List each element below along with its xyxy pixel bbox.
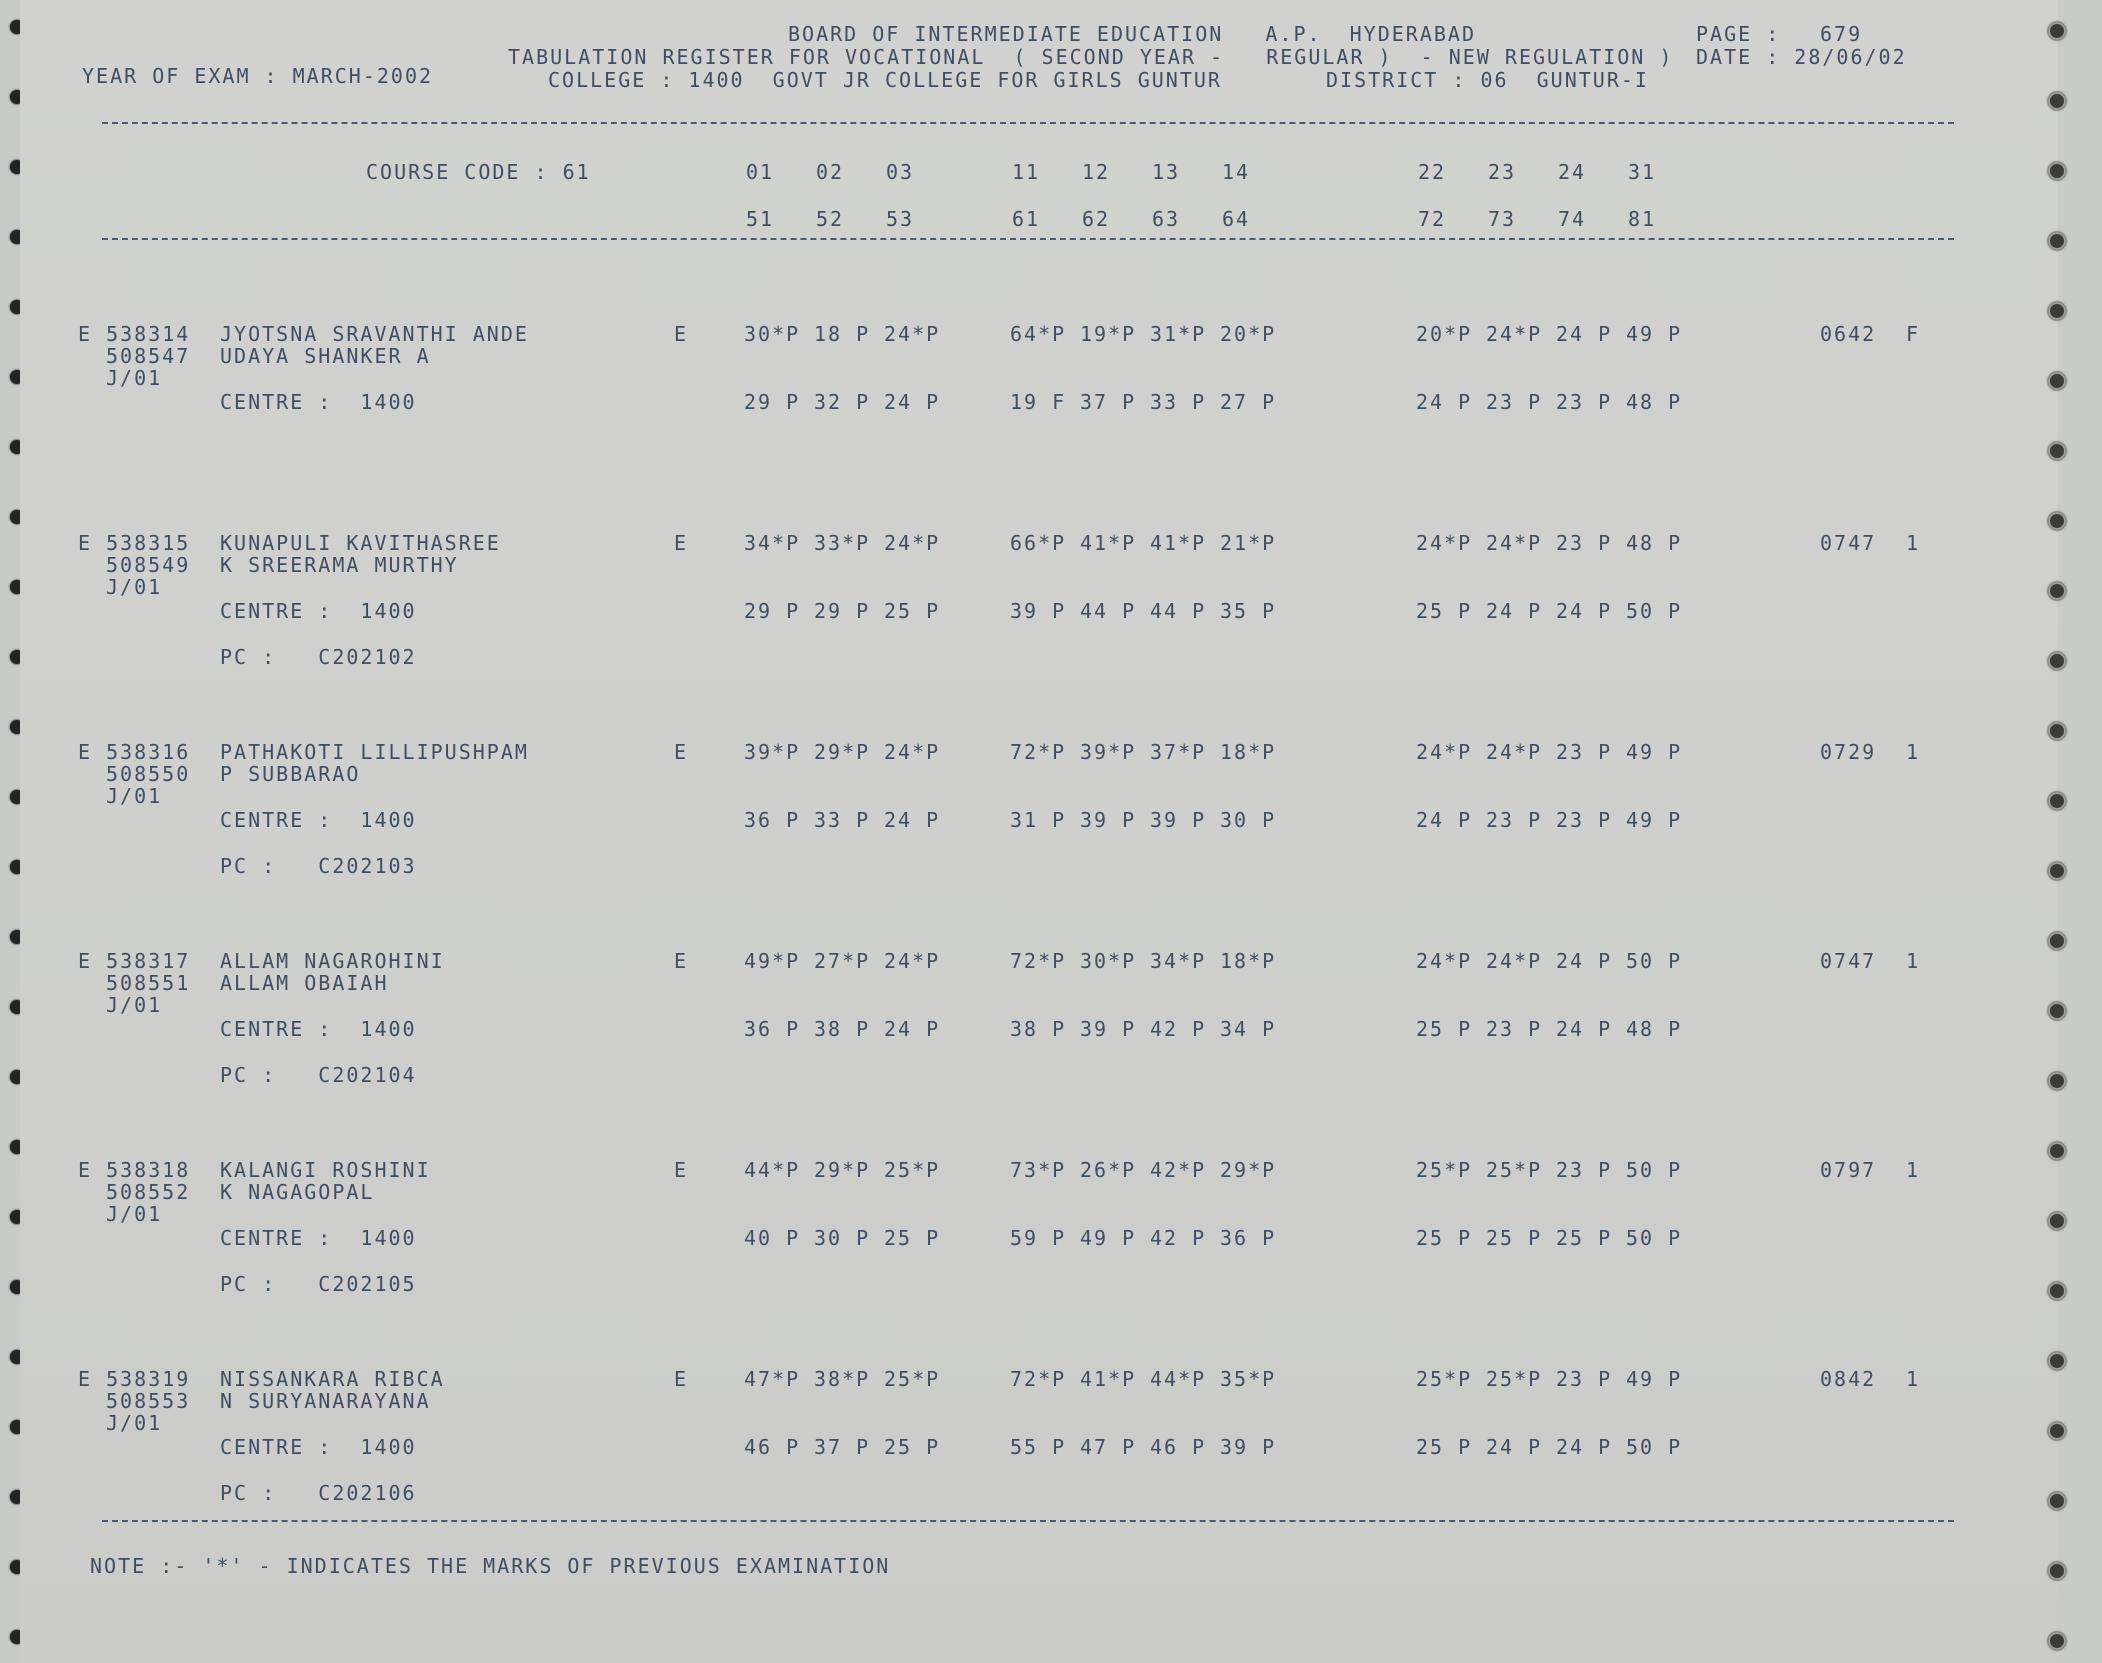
subject-code: 03	[886, 160, 915, 184]
marks-first: 24*P	[1416, 531, 1473, 555]
subject-code: 52	[816, 207, 845, 231]
tabulation-sheet	[20, 0, 2058, 1663]
tractor-hole	[2048, 652, 2066, 670]
marks-first: 37*P	[1150, 740, 1207, 764]
marks-second: 39 P	[1080, 1017, 1137, 1041]
centre: CENTRE : 1400	[220, 1435, 417, 1459]
marks-first: 25*P	[884, 1367, 941, 1391]
pc-number: PC : C202102	[220, 645, 417, 669]
parent-name: ALLAM OBAIAH	[220, 971, 389, 995]
marks-first: 25*P	[1416, 1158, 1473, 1182]
result: 1	[1906, 949, 1921, 973]
marks-first: 24*P	[1486, 531, 1543, 555]
marks-first: 34*P	[744, 531, 801, 555]
subject-code: 14	[1222, 160, 1251, 184]
marks-first: 18 P	[814, 322, 871, 346]
marks-first: 24*P	[884, 531, 941, 555]
marks-first: 25*P	[1416, 1367, 1473, 1391]
marks-second: 25 P	[1556, 1226, 1613, 1250]
marks-second: 25 P	[1416, 1017, 1473, 1041]
tractor-hole	[2048, 1142, 2066, 1160]
subject-code: 64	[1222, 207, 1251, 231]
tractor-hole	[2048, 302, 2066, 320]
marks-second: 44 P	[1150, 599, 1207, 623]
divider	[102, 1520, 1954, 1522]
marks-second: 25 P	[884, 1226, 941, 1250]
marks-first: 73*P	[1010, 1158, 1067, 1182]
marks-second: 27 P	[1220, 390, 1277, 414]
marks-first: 49 P	[1626, 740, 1683, 764]
tractor-hole	[2048, 1002, 2066, 1020]
tractor-hole	[2048, 862, 2066, 880]
reference-number: 508550	[106, 762, 191, 786]
marks-first: 34*P	[1150, 949, 1207, 973]
marks-second: 42 P	[1150, 1226, 1207, 1250]
marks-first: 44*P	[1150, 1367, 1207, 1391]
marks-first: 49 P	[1626, 322, 1683, 346]
divider	[102, 122, 1954, 124]
subject-code: 51	[746, 207, 775, 231]
marks-second: 32 P	[814, 390, 871, 414]
subject-code: 24	[1558, 160, 1587, 184]
marks-first: 26*P	[1080, 1158, 1137, 1182]
subject-code: 73	[1488, 207, 1517, 231]
record-code: J/01	[106, 366, 163, 390]
marks-first: 41*P	[1150, 531, 1207, 555]
marks-first: 42*P	[1150, 1158, 1207, 1182]
marks-second: 35 P	[1220, 599, 1277, 623]
student-name: KALANGI ROSHINI	[220, 1158, 431, 1182]
marks-second: 50 P	[1626, 1226, 1683, 1250]
college-line: COLLEGE : 1400 GOVT JR COLLEGE FOR GIRLS GUNTUR	[548, 68, 1222, 92]
marks-second: 24 P	[884, 390, 941, 414]
marks-second: 23 P	[1486, 390, 1543, 414]
marks-first: 23 P	[1556, 1158, 1613, 1182]
marks-first: 30*P	[1080, 949, 1137, 973]
marks-first: 49*P	[744, 949, 801, 973]
marks-second: 23 P	[1486, 1017, 1543, 1041]
pc-number: PC : C202104	[220, 1063, 417, 1087]
marks-first: 48 P	[1626, 531, 1683, 555]
subject-code: 61	[1012, 207, 1041, 231]
parent-name: N SURYANARAYANA	[220, 1389, 431, 1413]
medium: E	[674, 949, 689, 973]
page-number: 679	[1820, 22, 1863, 46]
student-name: JYOTSNA SRAVANTHI ANDE	[220, 322, 529, 346]
reference-number: 508549	[106, 553, 191, 577]
subject-code: 22	[1418, 160, 1447, 184]
marks-second: 39 P	[1080, 808, 1137, 832]
marks-first: 23 P	[1556, 531, 1613, 555]
hall-ticket-number: E 538316	[78, 740, 191, 764]
marks-first: 24*P	[1486, 740, 1543, 764]
marks-second: 25 P	[1416, 1226, 1473, 1250]
record-code: J/01	[106, 993, 163, 1017]
student-name: NISSANKARA RIBCA	[220, 1367, 445, 1391]
marks-first: 29*P	[814, 1158, 871, 1182]
marks-second: 24 P	[884, 808, 941, 832]
tractor-hole	[2048, 1492, 2066, 1510]
marks-second: 42 P	[1150, 1017, 1207, 1041]
subject-code: 63	[1152, 207, 1181, 231]
total-marks: 0729	[1820, 740, 1877, 764]
medium: E	[674, 1367, 689, 1391]
marks-first: 24 P	[1556, 322, 1613, 346]
marks-second: 47 P	[1080, 1435, 1137, 1459]
marks-first: 29*P	[1220, 1158, 1277, 1182]
tractor-hole	[2048, 1282, 2066, 1300]
tractor-hole	[2048, 22, 2066, 40]
record-code: J/01	[106, 1411, 163, 1435]
tractor-hole	[2048, 1212, 2066, 1230]
marks-second: 50 P	[1626, 1435, 1683, 1459]
marks-first: 24*P	[1416, 949, 1473, 973]
medium: E	[674, 531, 689, 555]
marks-second: 50 P	[1626, 599, 1683, 623]
reference-number: 508551	[106, 971, 191, 995]
marks-first: 30*P	[744, 322, 801, 346]
marks-first: 24*P	[1486, 322, 1543, 346]
right-tractor-holes	[2044, 0, 2074, 1663]
divider	[102, 238, 1954, 240]
reference-number: 508547	[106, 344, 191, 368]
tractor-hole	[2048, 582, 2066, 600]
tractor-hole	[2048, 1072, 2066, 1090]
hall-ticket-number: E 538315	[78, 531, 191, 555]
tractor-hole	[2048, 372, 2066, 390]
marks-first: 44*P	[744, 1158, 801, 1182]
marks-first: 25*P	[1486, 1367, 1543, 1391]
course-code: COURSE CODE : 61	[366, 160, 591, 184]
marks-first: 72*P	[1010, 1367, 1067, 1391]
subject-code: 02	[816, 160, 845, 184]
marks-first: 66*P	[1010, 531, 1067, 555]
marks-first: 24*P	[1486, 949, 1543, 973]
marks-second: 46 P	[1150, 1435, 1207, 1459]
subject-code: 11	[1012, 160, 1041, 184]
register-title: TABULATION REGISTER FOR VOCATIONAL ( SECOND YEAR - REGULAR ) - NEW REGULATION )	[508, 45, 1674, 69]
marks-first: 24*P	[884, 322, 941, 346]
marks-first: 38*P	[814, 1367, 871, 1391]
marks-second: 37 P	[1080, 390, 1137, 414]
marks-first: 19*P	[1080, 322, 1137, 346]
marks-second: 49 P	[1626, 808, 1683, 832]
record-code: J/01	[106, 784, 163, 808]
marks-second: 24 P	[1556, 1435, 1613, 1459]
page-label: PAGE :	[1696, 22, 1781, 46]
centre: CENTRE : 1400	[220, 599, 417, 623]
marks-first: 47*P	[744, 1367, 801, 1391]
result: 1	[1906, 740, 1921, 764]
tractor-hole	[2048, 1422, 2066, 1440]
student-name: ALLAM NAGAROHINI	[220, 949, 445, 973]
centre: CENTRE : 1400	[220, 390, 417, 414]
result: 1	[1906, 531, 1921, 555]
marks-second: 33 P	[814, 808, 871, 832]
marks-first: 49 P	[1626, 1367, 1683, 1391]
marks-second: 23 P	[1486, 808, 1543, 832]
hall-ticket-number: E 538318	[78, 1158, 191, 1182]
marks-second: 33 P	[1150, 390, 1207, 414]
marks-second: 37 P	[814, 1435, 871, 1459]
tractor-hole	[2048, 1352, 2066, 1370]
marks-second: 25 P	[884, 599, 941, 623]
marks-second: 19 F	[1010, 390, 1067, 414]
result: 1	[1906, 1158, 1921, 1182]
marks-second: 29 P	[744, 599, 801, 623]
marks-second: 30 P	[1220, 808, 1277, 832]
marks-first: 39*P	[744, 740, 801, 764]
parent-name: UDAYA SHANKER A	[220, 344, 431, 368]
subject-code: 13	[1152, 160, 1181, 184]
marks-second: 46 P	[744, 1435, 801, 1459]
marks-second: 24 P	[884, 1017, 941, 1041]
marks-second: 38 P	[814, 1017, 871, 1041]
marks-second: 23 P	[1556, 808, 1613, 832]
tractor-hole	[2048, 232, 2066, 250]
marks-second: 49 P	[1080, 1226, 1137, 1250]
total-marks: 0747	[1820, 531, 1877, 555]
marks-first: 24 P	[1556, 949, 1613, 973]
tractor-hole	[2048, 722, 2066, 740]
centre: CENTRE : 1400	[220, 808, 417, 832]
marks-first: 18*P	[1220, 740, 1277, 764]
tractor-hole	[2048, 932, 2066, 950]
result: 1	[1906, 1367, 1921, 1391]
result: F	[1906, 322, 1921, 346]
record-code: J/01	[106, 575, 163, 599]
reference-number: 508552	[106, 1180, 191, 1204]
marks-first: 23 P	[1556, 1367, 1613, 1391]
year-of-exam: YEAR OF EXAM : MARCH-2002	[82, 64, 434, 88]
marks-second: 40 P	[744, 1226, 801, 1250]
subject-code: 12	[1082, 160, 1111, 184]
marks-first: 20*P	[1416, 322, 1473, 346]
marks-first: 21*P	[1220, 531, 1277, 555]
marks-second: 24 P	[1486, 1435, 1543, 1459]
marks-second: 31 P	[1010, 808, 1067, 832]
marks-second: 39 P	[1150, 808, 1207, 832]
subject-code: 31	[1628, 160, 1657, 184]
parent-name: K SREERAMA MURTHY	[220, 553, 459, 577]
marks-second: 29 P	[744, 390, 801, 414]
marks-first: 50 P	[1626, 1158, 1683, 1182]
marks-second: 36 P	[744, 1017, 801, 1041]
marks-second: 59 P	[1010, 1226, 1067, 1250]
medium: E	[674, 322, 689, 346]
marks-first: 24*P	[884, 949, 941, 973]
marks-second: 24 P	[1416, 390, 1473, 414]
total-marks: 0797	[1820, 1158, 1877, 1182]
marks-first: 25*P	[884, 1158, 941, 1182]
marks-second: 36 P	[1220, 1226, 1277, 1250]
marks-second: 29 P	[814, 599, 871, 623]
marks-first: 31*P	[1150, 322, 1207, 346]
tractor-hole	[2048, 442, 2066, 460]
medium: E	[674, 1158, 689, 1182]
marks-second: 39 P	[1220, 1435, 1277, 1459]
subject-code: 74	[1558, 207, 1587, 231]
marks-second: 25 P	[1416, 1435, 1473, 1459]
hall-ticket-number: E 538319	[78, 1367, 191, 1391]
marks-first: 24*P	[884, 740, 941, 764]
marks-first: 24*P	[1416, 740, 1473, 764]
marks-second: 44 P	[1080, 599, 1137, 623]
tractor-hole	[2048, 512, 2066, 530]
marks-first: 23 P	[1556, 740, 1613, 764]
total-marks: 0842	[1820, 1367, 1877, 1391]
marks-second: 24 P	[1556, 599, 1613, 623]
centre: CENTRE : 1400	[220, 1017, 417, 1041]
marks-first: 50 P	[1626, 949, 1683, 973]
pc-number: PC : C202103	[220, 854, 417, 878]
marks-first: 72*P	[1010, 740, 1067, 764]
marks-first: 20*P	[1220, 322, 1277, 346]
district-line: DISTRICT : 06 GUNTUR-I	[1326, 68, 1649, 92]
marks-first: 41*P	[1080, 1367, 1137, 1391]
tractor-hole	[2048, 162, 2066, 180]
marks-second: 25 P	[884, 1435, 941, 1459]
marks-second: 48 P	[1626, 1017, 1683, 1041]
marks-first: 64*P	[1010, 322, 1067, 346]
medium: E	[674, 740, 689, 764]
subject-code: 81	[1628, 207, 1657, 231]
student-name: PATHAKOTI LILLIPUSHPAM	[220, 740, 529, 764]
marks-second: 30 P	[814, 1226, 871, 1250]
marks-second: 48 P	[1626, 390, 1683, 414]
marks-first: 29*P	[814, 740, 871, 764]
parent-name: P SUBBARAO	[220, 762, 361, 786]
tractor-hole	[2048, 1562, 2066, 1580]
marks-second: 25 P	[1416, 599, 1473, 623]
total-marks: 0642	[1820, 322, 1877, 346]
marks-second: 25 P	[1486, 1226, 1543, 1250]
marks-second: 55 P	[1010, 1435, 1067, 1459]
marks-first: 72*P	[1010, 949, 1067, 973]
tractor-hole	[2048, 1632, 2066, 1650]
pc-number: PC : C202106	[220, 1481, 417, 1505]
marks-second: 34 P	[1220, 1017, 1277, 1041]
marks-second: 24 P	[1556, 1017, 1613, 1041]
student-name: KUNAPULI KAVITHASREE	[220, 531, 501, 555]
report-date: DATE : 28/06/02	[1696, 45, 1907, 69]
footnote: NOTE :- '*' - INDICATES THE MARKS OF PREVIOUS EXAMINATION	[90, 1554, 891, 1578]
record-code: J/01	[106, 1202, 163, 1226]
marks-second: 38 P	[1010, 1017, 1067, 1041]
marks-first: 39*P	[1080, 740, 1137, 764]
marks-second: 24 P	[1486, 599, 1543, 623]
tractor-hole	[2048, 792, 2066, 810]
total-marks: 0747	[1820, 949, 1877, 973]
marks-second: 24 P	[1416, 808, 1473, 832]
tractor-hole	[2048, 92, 2066, 110]
marks-first: 41*P	[1080, 531, 1137, 555]
subject-code: 72	[1418, 207, 1447, 231]
board-title: BOARD OF INTERMEDIATE EDUCATION A.P. HYDERABAD	[788, 22, 1477, 46]
hall-ticket-number: E 538314	[78, 322, 191, 346]
centre: CENTRE : 1400	[220, 1226, 417, 1250]
marks-second: 23 P	[1556, 390, 1613, 414]
marks-first: 35*P	[1220, 1367, 1277, 1391]
subject-code: 01	[746, 160, 775, 184]
hall-ticket-number: E 538317	[78, 949, 191, 973]
subject-code: 53	[886, 207, 915, 231]
marks-first: 18*P	[1220, 949, 1277, 973]
reference-number: 508553	[106, 1389, 191, 1413]
marks-first: 33*P	[814, 531, 871, 555]
marks-first: 27*P	[814, 949, 871, 973]
pc-number: PC : C202105	[220, 1272, 417, 1296]
marks-second: 39 P	[1010, 599, 1067, 623]
marks-first: 25*P	[1486, 1158, 1543, 1182]
parent-name: K NAGAGOPAL	[220, 1180, 375, 1204]
subject-code: 23	[1488, 160, 1517, 184]
marks-second: 36 P	[744, 808, 801, 832]
subject-code: 62	[1082, 207, 1111, 231]
